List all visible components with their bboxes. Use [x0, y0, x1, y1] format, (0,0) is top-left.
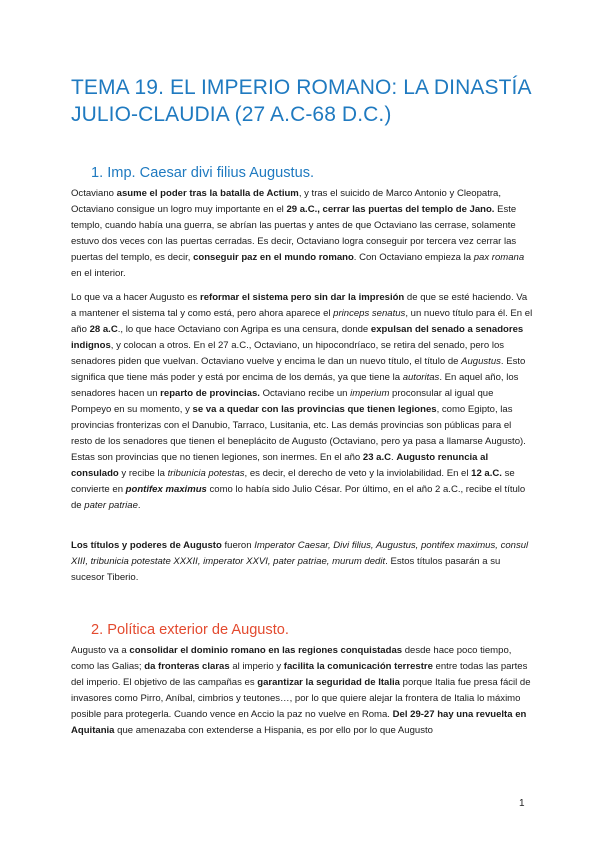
text-run: se va a quedar con las provincias que tienen legiones [192, 404, 437, 415]
text-run: reparto de provincias. [160, 388, 260, 399]
text-run: da fronteras claras [144, 661, 230, 672]
text-run: autoritas [402, 372, 440, 383]
text-run: , un nuevo título para él. En el año [71, 308, 533, 335]
text-run: Octaviano [71, 188, 117, 199]
text-run: . [137, 500, 141, 511]
text-run: . [391, 452, 397, 463]
document-title: TEMA 19. EL IMPERIO ROMANO: LA DINASTÍA JULIO-CLAUDIA (27 A.C-68 D.C.) [71, 76, 531, 126]
section-1-paragraph-2 [71, 290, 533, 514]
text-run: Lo que va a hacer Augusto es [71, 292, 200, 303]
text-run: consolidar el dominio romano en las regiones conquistadas [129, 645, 403, 656]
section-1-paragraph-1 [71, 186, 533, 282]
text-run: , y tras el suicido de Marco Antonio y Cleopatra, Octaviano consigue un logro muy importante en el [71, 188, 501, 215]
text-run: . Esto significa que tiene más poder y está por encima de los demás, ya que tiene la [71, 356, 526, 383]
text-run: garantizar la seguridad de Italia [257, 677, 400, 688]
text-run: , y colocan a otros. En el 27 a.C., Octaviano, un hipocondríaco, se retira del senado, pero los senadores piden que vuelvan. Octaviano vuelve y encima le dan un nuevo título, el título de [71, 340, 505, 367]
text-run: fueron [221, 540, 255, 551]
page-number: 1 [519, 798, 525, 809]
text-run: tribunicia potestas [167, 468, 245, 479]
text-run: Augustus [461, 356, 501, 367]
text-run: conseguir paz en el mundo romano [193, 252, 354, 263]
text-run: en el interior. [71, 268, 126, 279]
section-2-title: Política exterior de Augusto. [107, 622, 289, 638]
text-run: pontifex maximus [125, 484, 207, 495]
section-1-heading [91, 164, 314, 182]
text-run: princeps senatus [333, 308, 406, 319]
text-run: Este templo, cuando había una guerra, se abrían las puertas y antes de que Octaviano las cerrase, solamente estuvo dos veces con las puertas cerradas. Es decir, Octaviano logra conseguir por tercera vez cerrar las puertas del templo, es decir, [71, 204, 517, 263]
section-1-paragraph-3 [71, 538, 533, 586]
text-run: ., lo que hace Octaviano con Agripa es una censura, donde [117, 324, 371, 335]
text-run: de que se esté haciendo. Va a mantener el sistema tal y como está, pero ahora aparece el [71, 292, 528, 319]
text-run: 29 a.C., cerrar las puertas del templo de Jano. [286, 204, 495, 215]
section-1-number: 1. [91, 165, 104, 181]
section-1-title: Imp. Caesar divi filius Augustus. [107, 165, 315, 181]
text-run: . Estos títulos pasarán a su sucesor Tiberio. [71, 556, 501, 583]
text-run: asume el poder tras la batalla de Actium [116, 188, 299, 199]
text-run: . En aquel año, los senadores hacen un [71, 372, 519, 399]
text-run: , es decir, el derecho de veto y la inviolabilidad. En el [244, 468, 472, 479]
text-run: pax romana [473, 252, 525, 263]
text-run: , como Egipto, las provincias fronterizas con el Danubio, Tarraco, Lusitania, etc. Las demás provincias son públicas para el resto de los senadores que tienen el beneplácito de Augusto (Octaviano, pero ya pasa a llamarse Augusto). Estas son provincias que no tienen legiones, son inermes. En el año [71, 404, 526, 463]
text-run: que amenazaba con extenderse a Hispania, es por ello por lo que Augusto [114, 725, 433, 736]
text-run: Del 29-27 hay una revuelta en Aquitania [71, 709, 527, 736]
text-run: porque Italia fue presa fácil de invasores como Pirro, Aníbal, cimbrios y teutones…, por lo que quiere alejar la frontera de Italia lo máximo posible para protegerla. Cuando vence en Accio la paz no vuelve en Roma. [71, 677, 531, 720]
text-run: expulsan del senado a senadores indignos [71, 324, 524, 351]
text-run: al imperio y [229, 661, 284, 672]
text-run: desde hace poco tiempo, como las Galias; [71, 645, 512, 672]
section-2-paragraph-1 [71, 643, 533, 739]
text-run: facilita la comunicación terrestre [283, 661, 433, 672]
text-run: . Con Octaviano empieza la [353, 252, 474, 263]
section-2-heading [91, 621, 289, 639]
text-run: entre todas las partes del imperio. El objetivo de las campañas es [71, 661, 528, 688]
text-run: reformar el sistema pero sin dar la impresión [199, 292, 405, 303]
text-run: Augusto renuncia al consulado [71, 452, 489, 479]
text-run: 23 a.C [362, 452, 392, 463]
text-run: proconsular al igual que Pompeyo en su momento, y [71, 388, 494, 415]
text-run: 28 a.C [89, 324, 118, 335]
text-run: se convierte en [71, 468, 515, 495]
text-run: pater patriae [84, 500, 138, 511]
text-run: Imperator Caesar, Divi filius, Augustus, pontifex maximus, consul XIII, tribunicia potestate XXXII, imperator XXVI, pater patriae, murum dedit [71, 540, 529, 567]
text-run: imperium [350, 388, 390, 399]
section-2-number: 2. [91, 622, 104, 638]
text-run: Los títulos y poderes de Augusto [71, 540, 222, 551]
text-run: como lo había sido Julio César. Por último, en el año 2 a.C., recibe el título de [71, 484, 526, 511]
text-run: 12 a.C. [471, 468, 502, 479]
text-run: Augusto va a [71, 645, 130, 656]
text-run: y recibe la [118, 468, 168, 479]
text-run: Octaviano recibe un [259, 388, 351, 399]
